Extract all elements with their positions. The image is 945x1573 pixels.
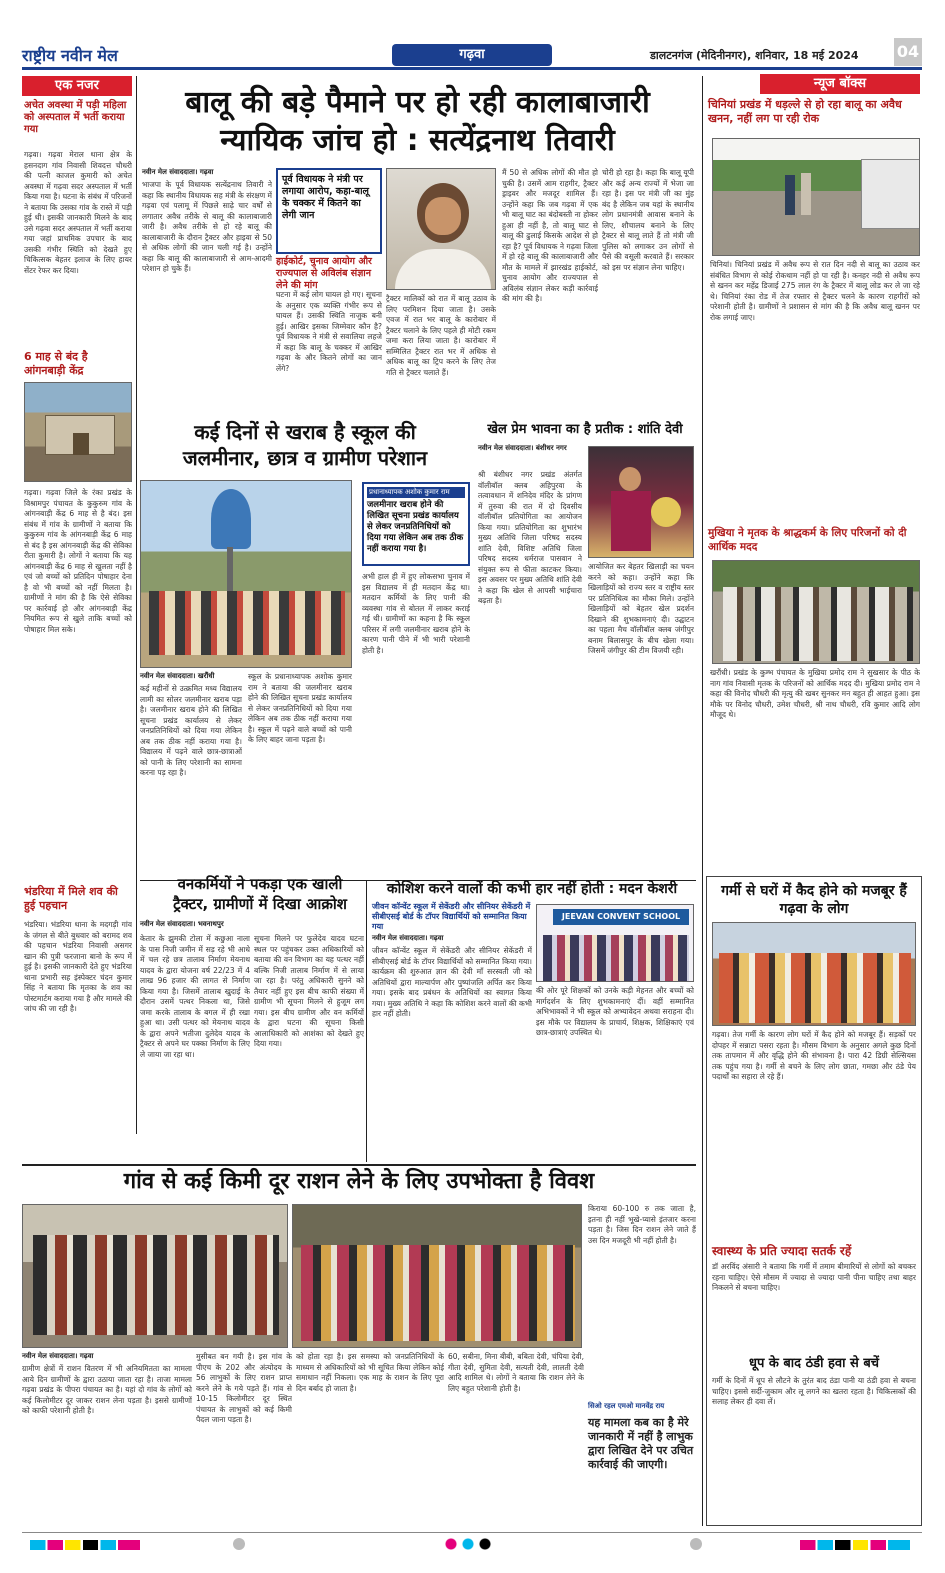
- color-registration-bar: [30, 1540, 140, 1550]
- divider: [366, 880, 367, 1162]
- right-story3-title: गर्मी से घरों में कैद होने को मजबूर हैं गढ़वा के लोग: [721, 883, 907, 917]
- convent-photo: [536, 904, 694, 982]
- dateline: डालटनगंज (मेदिनीनगर), शनिवार, 18 मई 2024: [650, 49, 859, 62]
- registration-mark: [233, 1538, 245, 1550]
- school-pullquote: जलमीनार खराब होने की लिखित सूचना प्रखंड कार्यालय से लेकर जनप्रतिनिधियों को दिया गया लेकिन अब तक ठीक नहीं कराया गया है।: [367, 500, 464, 554]
- divider: [22, 1164, 696, 1166]
- heat-photo: [712, 922, 916, 1026]
- ration-body-a: ग्रामीण क्षेत्रों में राशन वितरण में भी अनियमितता का मामला आये दिन ग्रामीणों के द्वारा उठाया जाता रहा है। ताजा मामला गढ़वा प्रखंड के पीपरा पंचायत का है। यहां दो गांव के लोगों को कई किलोमीटर दूर जाकर राशन लेना पड़ता है। इससे ग्रामीणों को काफी परेशानी होती है।: [22, 1364, 192, 1415]
- ration-photo-1: [22, 1204, 288, 1348]
- tractor-headline-line1: वनकर्मियों ने पकड़ा एक खाली: [177, 875, 343, 893]
- lead-body-c: ट्रैक्टर मालिकों को रात में बालू उठाव के लिए परमिशन दिया जाता है। उसके एवज में रात भर बालू के कारोबार में ट्रैक्टर चलाने के लिए पहले ही मोटी रकम जमा करा लिया जाता है। कारोबार में सम्मिलित ट्रैक्टर रात भर में अधिक से अधिक बालू का ट्रिप करने के लिए तेज गति से ट्रैक्टर चलाते हैं।: [386, 294, 496, 377]
- registration-mark: [690, 1538, 702, 1550]
- convent-headline: कोशिश करने वालों की कभी हार नहीं होती : मदन केशरी: [386, 881, 678, 897]
- ration-body-c: को होता रहा है। इस समस्या को जनप्रतिनिधियों के माध्यम से अधिकारियों को भी सूचित किया लेकिन कोई समाधान नहीं निकला। एक माह के राशन के लिए पूरा दिन बर्बाद हो जाता है।: [296, 1352, 444, 1393]
- right-story1-title: चिनियां प्रखंड में धड़ल्ले से हो रहा बालू का अवैध खनन, नहीं लग पा रही रोक: [708, 98, 902, 125]
- left-story3-title: भंडरिया में मिले शव की हुई पहचान: [24, 885, 118, 912]
- masthead: राष्ट्रीय नवीन मेल: [22, 46, 118, 65]
- school-body-c: अभी हाल ही में हुए लोकसभा चुनाव में इस विद्यालय में ही मतदान केंद्र था। मतदान कर्मियों के लिए पानी की व्यवस्था गांव से बोतल में लाकर कराई गई थी। ग्रामीणों का कहना है कि स्कूल परिसर में लगी जलमीनार खराब होने के कारण पानी पीने में भी भारी परेशानी होती है।: [362, 572, 470, 655]
- lead-headline-line1: बालू की बड़े पैमाने पर हो रही कालाबाजारी: [185, 85, 650, 120]
- sports-byline: नवीन मेल संवाददाता। बंशीधर नगर: [478, 444, 567, 452]
- right-story5-body: गर्मी के दिनों में धूप से लौटने के तुरंत बाद ठंडा पानी या ठंडी हवा से बचना चाहिए। इससे सर्दी-जुकाम और लू लगने का खतरा रहता है। चिकित्सकों की सलाह लेकर ही दवा लें।: [712, 1376, 916, 1406]
- tractor-byline: नवीन मेल संवाददाता। भवनाथपुर: [140, 920, 224, 928]
- school-quote-box: [362, 482, 470, 566]
- ration-boxnote-author: सिओ रहल एमओ मानवेंद्र राय: [588, 1402, 665, 1410]
- mukhiya-aid-photo: [712, 560, 920, 664]
- leader-portrait: [386, 168, 496, 290]
- school-quote-author: प्रधानाध्यापक अशोक कुमार राम: [367, 487, 465, 498]
- ration-caption: नवीन मेल संवाददाता। गढ़वा: [22, 1352, 94, 1360]
- sports-body: श्री बंशीधर नगर प्रखंड अंतर्गत वॉलीबॉल क्लब अहिपुरवा के तत्वावधान में शनिदेव मंदिर के प्रांगण में तुरुवा की रात में दो दिवसीय वॉलीबॉल प्रतियोगिता का आयोजन किया गया। प्रतियोगिता का शुभारंभ मुख्य अतिथि जिला परिषद सदस्य शांति देवी, विशिष्ट अतिथि जिला परिषद सदस्य धर्मराज पासवान ने संयुक्त रूप से फीता काटकर किया। इस अवसर पर मुख्य अतिथि शांति देवी ने कहा कि खेल से आपसी भाईचारा बढ़ता है।: [478, 470, 582, 605]
- lead-body-d: मैं 50 से अधिक लोगों की मौत हो चुकी है। उसमें आम राहगीर, ट्रैक्टर ड्राइवर और मजदूर शामिल हैं। उन्होंने कहा कि जब गढ़वा में एक भी बालू घाट का बंदोबस्ती ना होकर हुआ ही नहीं है, तो बालू घाट से बालू की ढुलाई किसके आदेश से हो रहा है? पूर्व विधायक ने गढ़वा जिला में हो रहे बालू की कालाबाजारी और मौत के मामले में झारखंड हाईकोर्ट, चुनाव आयोग और राज्यपाल से अविलंब संज्ञान लेकर कड़ी कार्रवाई की मांग की है।: [502, 168, 598, 303]
- sports-photo: [588, 446, 694, 558]
- school-caption: नवीन मेल संवाददाता। खरौंधी: [140, 672, 215, 680]
- right-story5-title: धूप के बाद ठंडी हवा से बचें: [748, 1356, 880, 1371]
- right-story4-title: स्वास्थ्य के प्रति ज्यादा सतर्क रहें: [712, 1244, 852, 1258]
- school-body-a: कई महीनों से उत्क्रमित मध्य विद्यालय लामी का सोलर जलमीनार खराब पड़ा है। जलमीनार खराब होने की लिखित सूचना प्रखंड कार्यालय से लेकर जनप्रतिनिधियों को दिया गया लेकिन अब तक ठीक नहीं कराया गया है। विद्यालय में पढ़ने वाले छात्र-छात्राओं को पानी के लिए परेशानी का सामना करना पड़ रहा है।: [140, 684, 242, 777]
- ek-nazar-tag: एक नजर: [22, 76, 132, 96]
- ration-boxnote: यह मामला कब का है मेरे जानकारी में नहीं है लाभुक द्वारा लिखित देने पर उचित कार्रवाई की जाएगी।: [588, 1416, 694, 1471]
- right-story3-body: गढ़वा। तेज गर्मी के कारण लोग घरों में कैद होने को मजबूर हैं। सड़कों पर दोपहर में सन्नाटा पसरा रहता है। मौसम विभाग के अनुसार अगले कुछ दिनों तक तापमान में और वृद्धि होने की संभावना है। पारा 42 डिग्री सेल्सियस तक पहुंच गया है। गर्मी से बचने के लिए लोग छाता, गमछा और ठंडे पेय पदार्थों का सहारा ले रहे हैं।: [712, 1030, 916, 1081]
- lead-body-a: भाजपा के पूर्व विधायक सत्येंद्रनाथ तिवारी ने कहा कि स्थानीय विधायक सह मंत्री के संरक्षण में गढ़वा एवं पलामू में पिछले साढ़े चार वर्षों से लगातार अवैध तरीके से बालू की कालाबाजारी जारी है। अवैध तरीके से हो रहे बालू की कालाबाजारी के दौरान ट्रैक्टर और हाइवा से 50 से अधिक लोगों की जान चली गई है। उन्होंने कहा कि बालू की कालाबाजारी से आम-आदमी परेशान हो चुके हैं।: [142, 180, 272, 273]
- school-headline-line2: जलमीनार, छात्र व ग्रामीण परेशान: [182, 446, 428, 470]
- ration-photo-2: [292, 1204, 582, 1348]
- lead-body-b: घटना में कई लोग घायल हो गए। सूचना के अनुसार एक व्यक्ति गंभीर रूप से घायल हैं। उसकी स्थिति नाजुक बनी हुई। आखिर इसका जिम्मेवार कौन है? पूर्व विधायक ने मंत्री से सवालिया लहजे में कहा कि बालू के चक्कर में आखिर गढ़वा के और कितने लोगों का जान लेंगे?: [276, 290, 382, 373]
- footer-rule: [22, 1532, 922, 1533]
- left-story2-body: गढ़वा। गढ़वा जिले के रंका प्रखंड के विश्रामपुर पंचायत के कुकुरुम गांव के आंगनबाड़ी केंद्र 6 माह से है बंद। इस संबंध में गांव के ग्रामीणों ने बताया कि कुकुरुम गांव के आंगनबाड़ी केंद्र 6 माह से बंद है इस आंगनबाड़ी केंद्र की सेविका रीता कुमारी है। लोगों ने बताया कि यह आंगनबाड़ी केंद्र 6 माह से खुलता नहीं है एवं जो बच्चों को प्रतिदिन पोषाहार देना है वो भी बच्चों को नहीं मिलता है। ग्रामीणों ने मांग की है कि ऐसे सेविका पर कार्रवाई हो और आंगनबाड़ी केंद्र नियमित रूप से खुले ताकि बच्चों को पोषाहार मिल सके।: [24, 488, 132, 634]
- sand-mining-photo: [712, 138, 920, 256]
- tractor-body: केतार के झुमकी टोला में कछुआ नाला के पास निजी जमीन में सड़ रहे भी आधे में चल रहे छत्र तालाब निर्माण मेयनाथ यादव के द्वारा योजना वर्ष 22/23 में 4 लाख 96 हजार की लागत से निर्माण किया गया है। जिसमें तालाब खुदाई के दौरान उसमें पत्थर निकला था, जिसे जमा करके तालाब के बगल में ही रखा हुआ था। उसी पत्थर को मेयनाथ यादव के द्वारा अपने भतीजा दुलेदेव यादव के ट्रैक्टर से अपने घर पक्का निर्माण के लिए ले जाया जा रहा था।: [140, 934, 250, 1059]
- convent-body: जीवन कॉन्वेंट स्कूल में सेकेंडरी और सीनियर सेकेंडरी में सीबीएसई बोर्ड के टॉपर विद्यार्थियों को सम्मानित किया गया। कार्यक्रम की शुरुआत ज्ञान की देवी माँ सरस्वती जी को अतिथियों द्वारा माल्यार्पण और पुष्पांजलि अर्पित कर किया गया। इसके बाद प्रबंधन के अतिथियों का स्वागत किया गया। मुख्य अतिथि ने कहा कि कोशिश करने वालों की कभी हार नहीं होती।: [372, 946, 532, 1018]
- color-registration-bar: [800, 1540, 910, 1550]
- convent-banner: JEEVAN CONVENT SCHOOL: [553, 909, 689, 925]
- school-headline-line1: कई दिनों से खराब है स्कूल की: [194, 420, 416, 444]
- right-story2-body: खरौंधी। प्रखंड के कुम्भ पंचायत के मुखिया प्रमोद राम ने सुखसार के पीठ के नाग गांव निवासी मृतक के परिजनों को आर्थिक मदद दी। मुखिया प्रमोद राम ने कहा की विनोद चौधरी की मृत्यु की खबर सुनकर मन बहुत ही आहत हुआ। इस मौके पर विनोद चौधरी, उमेश चौधरी, श्री नाथ चौधरी, रवि कुमार आदि लोग मौजूद थे।: [710, 668, 920, 719]
- right-story1-body: चिनियां। चिनियां प्रखंड में अवैध रूप से रात दिन नदी से बालू का उठाव कर संबंधित विभाग से कोई रोकथाम नहीं हो पा रही है। कनहर नदी से अवैध रूप से खनन कर महेंद्र डिजाई 275 लाल रंग के ट्रैक्टर में बालू लोड कर ले जा रहे थे। चिनियां रंका रोड में तेज रफ्तार से ट्रैक्टर चलने के कारण राहगीरों को परेशानी होती है। ग्रामीणों ने प्रशासन से मांग की है कि अवैध बालू खनन पर रोक लगाई जाए।: [710, 260, 920, 322]
- section-label: गढ़वा: [392, 44, 552, 66]
- column-divider: [136, 76, 137, 1134]
- ration-body-b: मुसीबत बन गयी है। इस गांव के पीएच के 202 और अंत्योदय के 56 लाभुकों के लिए राशन प्राप्त करने लेने के गये पड़ते हैं। गांव से 10-15 किलोमीटर दूर स्थित पंचायत के लाभुकों को कई किमी पैदल जाना पड़ता है।: [196, 1352, 292, 1424]
- sports-body-b: आयोजित कर बेहतर खिलाड़ी का चयन करने को कहा। उन्होंने कहा कि खिलाड़ियों को राज्य स्तर व राष्ट्रीय स्तर पर प्रतिनिधित्व का मौका मिले। उन्होंने खिलाड़ियों को बेहतर खेल प्रदर्शन दिखाने की शुभकामनाएं दी। उद्घाटन का पहला मैच वॉलीबॉल क्लब जंगीपुर बनाम बिलासपुर के बीच खेला गया। जिसमें जंगीपुर की टीम विजयी रही।: [588, 562, 694, 655]
- ration-headline: गांव से कई किमी दूर राशन लेने के लिए उपभोक्ता है विवश: [123, 1169, 595, 1194]
- lead-pullquote: पूर्व विधायक ने मंत्री पर लगाया आरोप, कहा-बालू के चक्कर में कितने का लेगी जान: [282, 174, 369, 221]
- left-story3-body: भंडरिया। भंडरिया थाना के मदगड़ी गांव के जंगल से बीते बुधवार को बरामद शव की पहचान भंडरिया निवासी असगर खान की पुत्री फरजाना बानो के रूप में हुई है। इसकी जानकारी देते हुए भंडरिया थाना प्रभारी सह इंस्पेक्टर चंदन कुमार सिंह ने बताया कि मृतका के शव का पोस्टमार्टम कराया गया है और मामले की जांच की जा रही है।: [24, 920, 132, 1013]
- lead-pullquote-box: [276, 168, 382, 254]
- column-divider: [702, 76, 703, 1526]
- anganwadi-photo: [24, 382, 132, 482]
- left-story2-title: 6 माह से बंद है आंगनबाड़ी केंद्र: [24, 350, 88, 377]
- registration-dots: [445, 1538, 491, 1550]
- sports-headline: खेल प्रेम भावना का है प्रतीक : शांति देवी: [487, 422, 683, 437]
- ration-body-d: 60, सबीना, मिना बीबी, बबिता देवी, चंपिया देवी, गीता देवी, सुमिता देवी, सत्यती देवी, लालती देवी आदि शामिल थे। लोगों ने बताया कि राशन लेने के लिए बहुत परेशानी होती है।: [448, 1352, 584, 1393]
- right-story4-body: डॉ अरविंद अंसारी ने बताया कि गर्मी में तमाम बीमारियों से लोगों को बचकर रहना चाहिए। ऐसे मौसम में ज्यादा से ज्यादा पानी पीना चाहिए तथा बाहर निकलने से बचना चाहिए।: [712, 1262, 916, 1292]
- left-story1-body: गढ़वा। गढ़वा मेराल थाना क्षेत्र के हसनदाग गांव निवासी शिवदत्त चौधरी की पत्नी काजल कुमारी को अचेत अवस्था में गढ़वा सदर अस्पताल में भर्ती किया गया है। घटना के संबंध में परिजनों ने बताया कि उसका गांव के रास्ते में पड़ी हुई थी। इसकी जानकारी मिलने के बाद उसे गढ़वा सदर अस्पताल में भर्ती कराया गया जहां प्राथमिक उपचार के बाद उसकी गंभीर स्थिति को देखते हुए चिकित्सक बेहतर इलाज के लिए हायर सेंटर रेफर कर दिया।: [24, 150, 132, 275]
- school-photo: [140, 480, 352, 668]
- school-body-b: स्कूल के प्रधानाध्यापक अशोक कुमार राम ने बताया की जलमीनार खराब होने की लिखित सूचना प्रखंड कार्यालय से लेकर जनप्रतिनिधियों को दिया गया लेकिन अब तक ठीक नहीं कराया गया है। स्कूल में पढ़ने वाले बच्चों को पानी के लिए बाहर जाना पड़ता है।: [248, 672, 352, 744]
- lead-body-e: चोरी हो रहा है। कहा कि बालू यूपी और कई अन्य राज्यों में भेजा जा रहा है। इस पर मंत्री जी का मुंह बंद है लेकिन जब यहां के स्थानीय लोग प्रधानमंत्री आवास बनाने के लिए, शौचालय बनाने के लिए ट्रैक्टर से बालू लाते हैं तो मंत्री जी पुलिस को लगाकर उन लोगों से पैसे की वसूली करवाते हैं। सरकार को इस पर संज्ञान लेना चाहिए।: [602, 168, 694, 272]
- lead-byline: नवीन मेल संवाददाता। गढ़वा: [142, 168, 214, 176]
- right-story2-title: मुखिया ने मृतक के श्राद्धकर्म के लिए परिजनों को दी आर्थिक मदद: [708, 527, 907, 553]
- news-box-tag: न्यूज बॉक्स: [760, 74, 920, 94]
- tractor-body-b: सूचना मिलने पर फुलेदेव यादव घटना स्थल पर पहुंचकर उक्त अधिकारियों को बताया की वन विभाग का यह पत्थर नहीं बल्कि निजी तालाब निर्माण में से लाया जा रहा है। परंतु अधिकारी सुनने को तैयार नहीं हुए इस बीच काफी संख्या में ग्रामीण भी सूचना मिलने से हुजूम लग गया। इस बीच ग्रामीण और वन कर्मियों के द्वारा घटना की सूचना किसी आलाधिकारी को आशंका को देखते हुए दिया गया।: [254, 934, 364, 1048]
- convent-body-b: की ओर पूरे शिक्षकों को उनके कड़ी मेहनत और बच्चों को मार्गदर्शन के लिए शुभकामनाएं दीं। वहीं सम्मानित अभिभावकों ने भी स्कूल को अभ्यावेदन अथवा सराहना दी। इस मौके पर विद्यालय के प्राचार्य, शिक्षक, शिक्षिकाएं एवं छात्र-छात्राएं उपस्थित थे।: [536, 986, 694, 1037]
- page-number: 04: [894, 38, 922, 66]
- ration-body-e: किराया 60-100 रु तक जाता है, इतना ही नहीं भूखे-प्यासे इंतजार करना पड़ता है। जिस दिन राशन लेने जाते हैं उस दिन मजदूरी भी नहीं होती है।: [588, 1204, 696, 1245]
- left-story1-title: अचेत अवस्था में पड़ी महिला को अस्पताल में भर्ती कराया गया: [24, 100, 127, 135]
- tractor-headline-line2: ट्रैक्टर, ग्रामीणों में दिखा आक्रोश: [173, 895, 347, 913]
- lead-headline-line2: न्यायिक जांच हो : सत्येंद्रनाथ तिवारी: [220, 123, 615, 158]
- convent-deck: जीवन कॉन्वेंट स्कूल में सेकेंडरी और सीनियर सेकेंडरी में सीबीएसई बोर्ड के टॉपर विद्यार्थियों को सम्मानित किया गया: [372, 902, 531, 931]
- convent-byline: नवीन मेल संवाददाता। गढ़वा: [372, 934, 444, 942]
- lead-subhead: हाईकोर्ट, चुनाव आयोग और राज्यपाल से अविलंब संज्ञान लेने की मांग: [276, 256, 372, 291]
